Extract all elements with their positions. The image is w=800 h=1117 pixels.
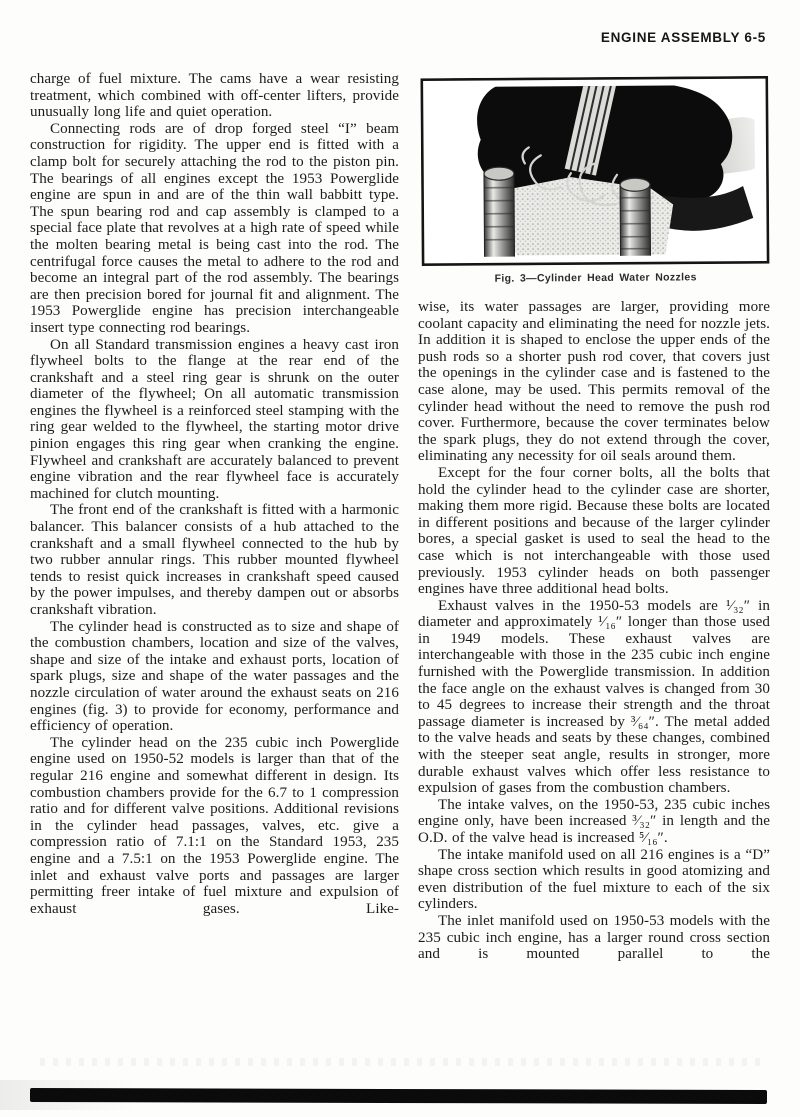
paragraph: The cylinder head is constructed as to size and shape of the combustion chambers, location and size of the valves, shape and size of the intake and exhaust ports, location of spark plugs, size and shape of the water passages and the nozzle circulation of water around the exhaust seats on 216 engines (fig. 3) to provide for economy, performance and efficiency of operation. <box>30 618 399 735</box>
scan-speckle-band <box>40 1058 760 1066</box>
nozzle-tube-right <box>620 178 651 257</box>
paragraph: charge of fuel mixture. The cams have a wear resisting treatment, which combined with off-center lifters, provide unusually long life and quiet operation. <box>30 71 399 121</box>
paragraph: The intake manifold used on all 216 engines is a “D” shape cross section which results in good atomizing and even distribution of the fuel mixture to each of the six cylinders. <box>418 846 770 913</box>
paragraph: The intake valves, on the 1950-53, 235 cubic inches engine only, have been increased ³⁄₃₂″ in length and the O.D. of the valve head is increased ⁵⁄₁₆″. <box>418 796 770 846</box>
paragraph: Except for the four corner bolts, all the bolts that hold the cylinder head to the cylinder case are shorter, making them more rigid. Because these bolts are located in different positions and because of the larger cylinder bores, a special gasket is used to seal the head to the case which is not interchangeable with those used previously. 1953 cylinder heads on both passenger engines have three additional head bolts. <box>418 464 770 598</box>
paragraph: wise, its water passages are larger, providing more coolant capacity and eliminating the need for nozzle jets. In addition it is shaped to enclose the upper ends of the push rods so a shorter push rod cover, that covers just the openings in the cylinder case and is fastened to the case alone, may be used. This permits removal of the cylinder head without the need to remove the push rod cover. Furthermore, because the cover terminates below the spark plugs, they do not extend through the cover, eliminating any necessity for oil seals around them. <box>418 299 770 465</box>
paragraph: Connecting rods are of drop forged steel “I” beam construction for rigidity. The upper end is fitted with a clamp bolt for securely attaching the rod to the piston pin. The bearings of all engines except the 1953 Powerglide engine are spun in and are of the thin wall babbitt type. The spun bearing rod and cap assembly is clamped to a special face plate that revolves at a high rate of speed while the molten bearing metal is being cast into the rod. The centrifugal force causes the metal to adhere to the rod and become an integral part of the rod assembly. The bearings are then precision bored for journal fit and alignment. The 1953 Powerglide engine has precision interchangeable insert type connecting rod bearings. <box>30 120 399 336</box>
paragraph: The inlet manifold used on 1950-53 models with the 235 cubic inch engine, has a larger round cross section and is mounted parallel to the <box>418 912 770 963</box>
paragraph: On all Standard transmission engines a heavy cast iron flywheel bolts to the flange at the rear end of the crankshaft and a steel ring gear is shrunk on the outer diameter of the flywheel; On all automatic transmission engines the flywheel is a reinforced steel stamping with the ring gear welded to the flywheel, the starting motor drive pinion engages this ring gear when cranking the engine. Flywheel and crankshaft are accurately balanced to prevent engine vibration and the rear flywheel face is accurately machined for clutch mounting. <box>30 336 399 502</box>
figure-caption: Fig. 3—Cylinder Head Water Nozzles <box>494 271 697 285</box>
paragraph: The cylinder head on the 235 cubic inch Powerglide engine used on 1950-52 models is larger than that of the regular 216 engine and somewhat different in design. Its combustion chambers provide for the 6.7 to 1 compression ratio and for different valve positions. Additional revisions in the cylinder head passages, valves, etc. give a compression ratio of 7.1:1 on the Standard 1953, 235 engine and a 7.5:1 on the 1953 Powerglide engine. The inlet and exhaust valve ports and passages are larger permitting freer intake of fuel mixture and expulsion of exhaust gases. Like- <box>30 734 399 917</box>
figure-3 <box>420 76 769 285</box>
figure-image <box>420 76 769 266</box>
paragraph: The front end of the crankshaft is fitted with a harmonic balancer. This balancer consists of a hub attached to the crankshaft and a small flywheel connected to the hub by two rubber annular rings. This rubber mounted flywheel tends to resist quick increases in crankshaft speed caused by the power impulses, and thereby dampen out or absorbs crankshaft vibration. <box>30 502 399 618</box>
left-column <box>30 71 399 917</box>
nozzle-tube-left <box>484 167 515 258</box>
page-header: ENGINE ASSEMBLY 6-5 <box>600 30 766 45</box>
paragraph: Exhaust valves in the 1950-53 models are ¹⁄₃₂″ in diameter and approximately ¹⁄₁₆″ longer than those used in 1949 models. These exhaust valves are interchangeable with those in the 235 cubic inch engine furnished with the Powerglide transmission. In addition the face angle on the exhaust valves is changed from 30 to 45 degrees to increase their strength and the throat passage diameter is increased by ³⁄₆₄″. The metal added to the valve heads and seats by these changes, combined with the steeper seat angle, results in stronger, more durable exhaust valves which offer less resistance to expulsion of gases from the combustion chambers. <box>418 597 770 797</box>
right-column <box>418 299 770 963</box>
scan-artifact-bar <box>30 1088 767 1104</box>
